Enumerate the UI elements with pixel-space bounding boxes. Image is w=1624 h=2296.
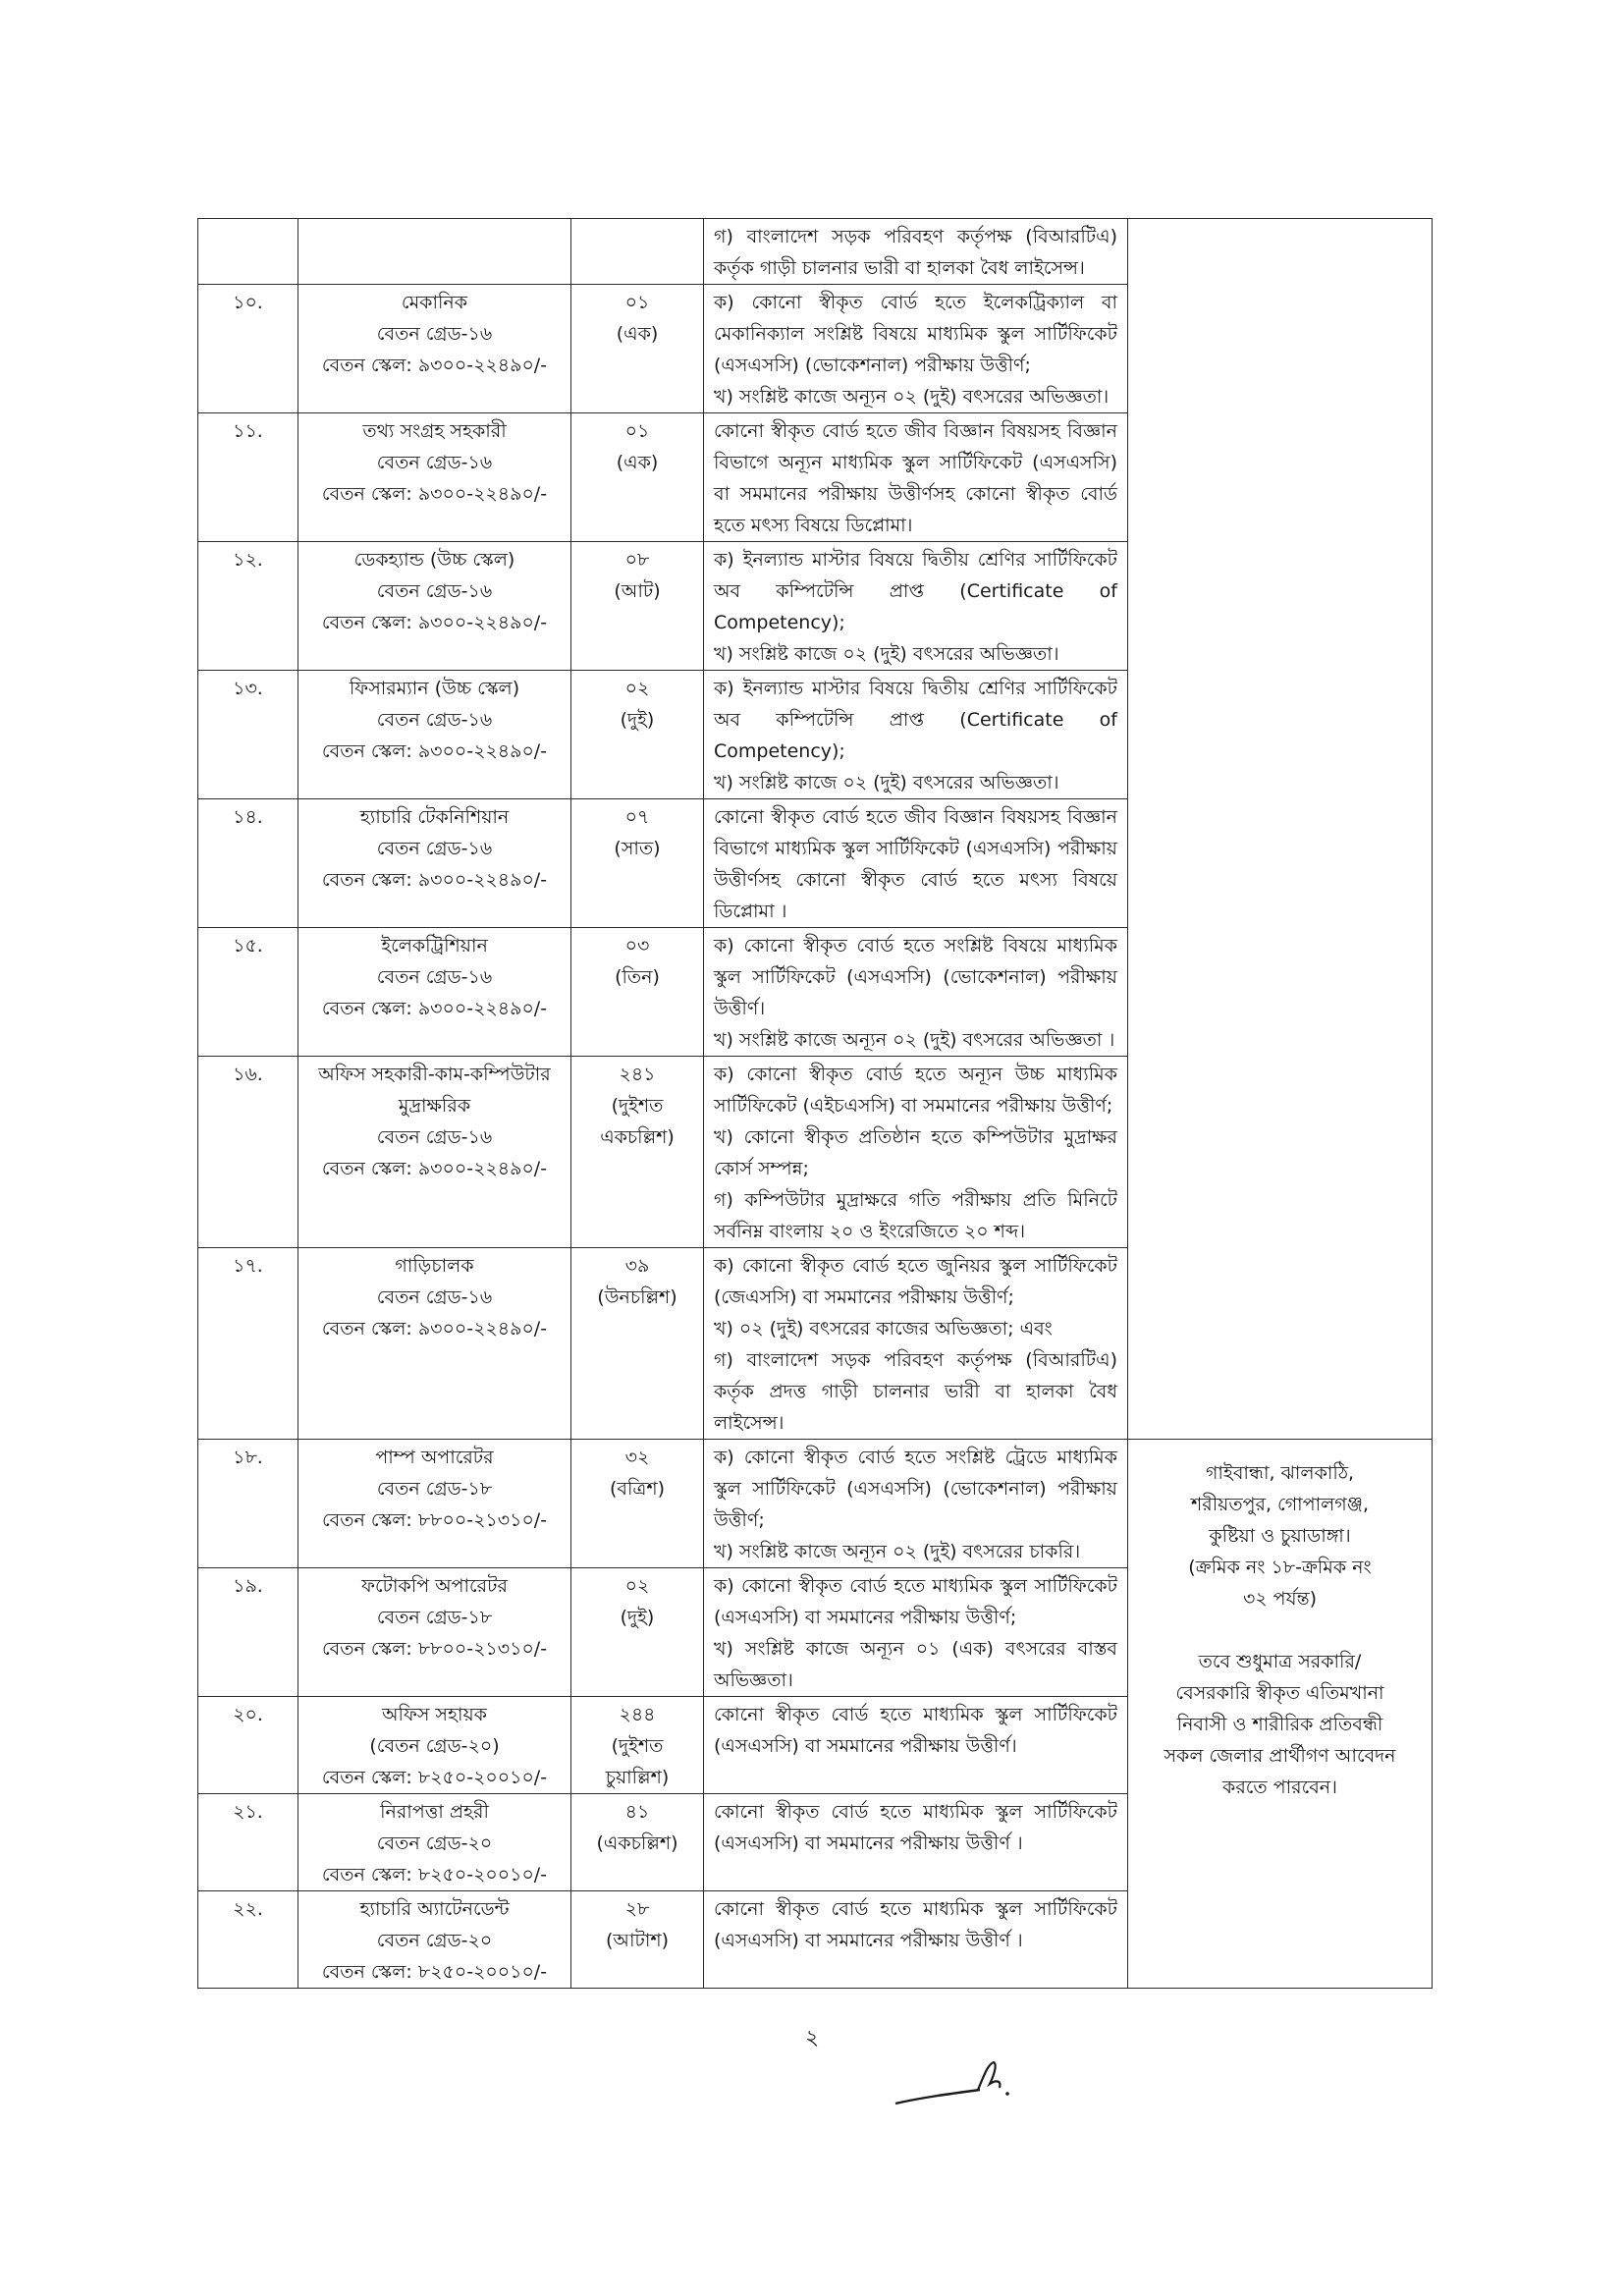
qualification-item: ক) কোনো স্বীকৃত বোর্ড হতে সংশ্লিষ্ট ট্রেডে মাধ্যমিক স্কুল সার্টিফিকেট (এসএসসি) (ভোকেশনাল) পরীক্ষায় উত্তীর্ণ; <box>714 1447 1117 1531</box>
qualification-cell <box>704 1794 1128 1891</box>
pay-info: বেতন স্কেল: ৮৮০০-২১৩১০/- <box>321 1509 548 1531</box>
pay-info: বেতন গ্রেড-২০ <box>376 1832 493 1854</box>
qualification-cell <box>704 1697 1128 1794</box>
post-count: ২৪৪ <box>619 1704 656 1725</box>
post-count-cell <box>571 1794 704 1891</box>
qualification-cell <box>704 219 1128 285</box>
qualification-item: কোনো স্বীকৃত বোর্ড হতে মাধ্যমিক স্কুল সার্টিফিকেট (এসএসসি) বা সমমানের পরীক্ষায় উত্তীর্ণ । <box>714 1898 1117 1951</box>
post-count-cell <box>571 928 704 1057</box>
post-count-words: (আটাশ) <box>605 1930 670 1951</box>
pay-info: (বেতন গ্রেড-২০) <box>369 1735 500 1757</box>
post-name-cell <box>298 1057 571 1248</box>
qualification-item: খ) সংশ্লিষ্ট কাজে অন্যূন ০২ (দুই) বৎসরের অভিজ্ঞতা। <box>714 386 1110 408</box>
serial-number-cell: ১৩. <box>198 671 298 799</box>
pay-info: বেতন গ্রেড-১৬ <box>376 838 493 859</box>
serial-number-cell: ১১. <box>198 413 298 542</box>
qualification-item: ক) ইনল্যান্ড মাস্টার বিষয়ে দ্বিতীয় শ্রেণির সার্টিফিকেট অব কম্পিটেন্সি প্রাপ্ত (Certificate of Competency); <box>714 678 1117 762</box>
post-name-cell <box>298 219 571 285</box>
pay-info: বেতন গ্রেড-১৬ <box>376 1286 493 1308</box>
district-exception-line: সকল জেলার প্রার্থীগণ আবেদন <box>1164 1745 1396 1767</box>
post-count-cell <box>571 1440 704 1568</box>
post-count: ৩৯ <box>624 1255 650 1277</box>
post-count-cell <box>571 1891 704 1989</box>
district-line: গাইবান্ধা, ঝালকাঠি, <box>1205 1462 1355 1484</box>
post-title: পাম্প অপারেটর <box>375 1447 494 1468</box>
post-count: ২৮ <box>624 1898 650 1920</box>
post-name-cell <box>298 285 571 413</box>
serial-number-cell: ২১. <box>198 1794 298 1891</box>
post-name-cell <box>298 1794 571 1891</box>
pay-info: বেতন গ্রেড-১৬ <box>376 709 493 731</box>
qualification-item: কোনো স্বীকৃত বোর্ড হতে মাধ্যমিক স্কুল সার্টিফিকেট (এসএসসি) বা সমমানের পরীক্ষায় উত্তীর্ণ । <box>714 1801 1117 1854</box>
pay-info: বেতন স্কেল: ৯৩০০-২২৪৯০/- <box>321 998 548 1019</box>
post-count: ২৪১ <box>619 1064 656 1085</box>
pay-info: বেতন গ্রেড-১৬ <box>376 1126 493 1148</box>
post-title: ডেকহ্যান্ড (উচ্চ স্কেল) <box>353 549 515 571</box>
post-count-cell <box>571 1568 704 1697</box>
serial-number-cell: ১০. <box>198 285 298 413</box>
qualification-item: ক) কোনো স্বীকৃত বোর্ড হতে জুনিয়র স্কুল সার্টিফিকেট (জেএসসি) বা সমমানের পরীক্ষায় উত্তীর্ণ; <box>714 1255 1117 1308</box>
pay-info: বেতন স্কেল: ৯৩০০-২২৪৯০/- <box>321 612 548 633</box>
qualification-item: ক) কোনো স্বীকৃত বোর্ড হতে মাধ্যমিক স্কুল সার্টিফিকেট (এসএসসি) বা সমমানের পরীক্ষায় উত্তীর্ণ; <box>714 1575 1117 1628</box>
post-count-cell <box>571 413 704 542</box>
post-count-words: (সাত) <box>614 838 661 859</box>
pay-info: বেতন গ্রেড-১৬ <box>376 580 493 602</box>
post-count-words: চুয়াল্লিশ) <box>605 1767 670 1788</box>
qualification-item: খ) সংশ্লিষ্ট কাজে ০২ (দুই) বৎসরের অভিজ্ঞতা। <box>714 643 1059 665</box>
job-table-body <box>198 219 1433 1989</box>
district-exception-line: বেসরকারি স্বীকৃত এতিমখানা <box>1175 1682 1384 1704</box>
post-count: ০৭ <box>624 806 650 828</box>
district-exception-line: নিবাসী ও শারীরিক প্রতিবন্ধী <box>1176 1714 1383 1735</box>
qualification-cell <box>704 928 1128 1057</box>
post-count: ০২ <box>624 678 650 699</box>
qualification-cell <box>704 285 1128 413</box>
pay-info: বেতন স্কেল: ৯৩০০-২২৪৯০/- <box>321 355 548 376</box>
qualification-cell <box>704 799 1128 928</box>
post-count-words: (দুইশত <box>611 1095 664 1117</box>
post-count: ০১ <box>624 420 650 442</box>
post-name-cell <box>298 1440 571 1568</box>
serial-number-cell: ১৫. <box>198 928 298 1057</box>
post-title: অফিস সহায়ক <box>382 1704 487 1725</box>
pay-info: বেতন গ্রেড-১৮ <box>376 1478 493 1500</box>
post-count-cell <box>571 1697 704 1794</box>
table-row <box>198 1440 1433 1568</box>
post-count: ০১ <box>624 292 650 313</box>
pay-info: বেতন গ্রেড-২০ <box>376 1930 493 1951</box>
post-count-words: (তিন) <box>615 966 660 988</box>
post-name-cell <box>298 1568 571 1697</box>
serial-number-cell: ১২. <box>198 542 298 671</box>
district-line: ৩২ পর্যন্ত) <box>1242 1588 1318 1610</box>
post-count-words: (বত্রিশ) <box>609 1478 666 1500</box>
qualification-item: ক) ইনল্যান্ড মাস্টার বিষয়ে দ্বিতীয় শ্রেণির সার্টিফিকেট অব কম্পিটেন্সি প্রাপ্ত (Certificate of Competency); <box>714 549 1117 633</box>
qualification-item: খ) সংশ্লিষ্ট কাজে অন্যূন ০২ (দুই) বৎসরের চাকরি। <box>714 1541 1081 1562</box>
pay-info: বেতন গ্রেড-১৬ <box>376 966 493 988</box>
serial-number-cell: ২২. <box>198 1891 298 1989</box>
post-count-cell <box>571 671 704 799</box>
qualification-cell <box>704 1057 1128 1248</box>
post-title: হ্যাচারি অ্যাটেনডেন্ট <box>359 1898 510 1920</box>
table-row <box>198 219 1433 285</box>
post-name-cell <box>298 1697 571 1794</box>
qualification-cell <box>704 542 1128 671</box>
qualification-cell <box>704 1568 1128 1697</box>
post-title: তথ্য সংগ্রহ সহকারী <box>362 420 507 442</box>
qualification-item: ক) কোনো স্বীকৃত বোর্ড হতে সংশ্লিষ্ট বিষয়ে মাধ্যমিক স্কুল সার্টিফিকেট (এসএসসি) (ভোকেশনাল) পরীক্ষায় উত্তীর্ণ। <box>714 935 1117 1019</box>
qualification-item: খ) সংশ্লিষ্ট কাজে অন্যূন ০১ (এক) বৎসরের বাস্তব অভিজ্ঞতা। <box>714 1638 1117 1691</box>
post-count: ৪১ <box>624 1801 650 1823</box>
post-name-cell <box>298 1248 571 1440</box>
signature-mark <box>892 2054 1039 2113</box>
post-count-cell <box>571 285 704 413</box>
post-title: মেকানিক <box>401 292 468 313</box>
qualification-cell <box>704 671 1128 799</box>
qualification-item: খ) সংশ্লিষ্ট কাজে ০২ (দুই) বৎসরের অভিজ্ঞতা। <box>714 772 1059 793</box>
post-count-cell <box>571 542 704 671</box>
pay-info: বেতন স্কেল: ৮২৫০-২০০১০/- <box>321 1864 548 1886</box>
post-count-words: (উনচল্লিশ) <box>597 1286 677 1308</box>
post-name-cell <box>298 671 571 799</box>
serial-number-cell: ১৬. <box>198 1057 298 1248</box>
pay-info: বেতন গ্রেড-১৬ <box>376 323 493 345</box>
post-count: ৩২ <box>624 1447 650 1468</box>
post-name-cell <box>298 542 571 671</box>
post-count-words: (দুইশত <box>611 1735 664 1757</box>
page-number: ২ <box>804 2026 820 2050</box>
serial-number-cell: ২০. <box>198 1697 298 1794</box>
serial-number-cell: ১৯. <box>198 1568 298 1697</box>
qualification-item: খ) কোনো স্বীকৃত প্রতিষ্ঠান হতে কম্পিউটার মুদ্রাক্ষর কোর্স সম্পন্ন; <box>714 1126 1117 1179</box>
pay-info: বেতন গ্রেড-১৮ <box>376 1607 493 1628</box>
post-title: ফিসারম্যান (উচ্চ স্কেল) <box>349 678 520 699</box>
post-count-words: (আট) <box>614 580 661 602</box>
post-title: নিরাপত্তা প্রহরী <box>380 1801 489 1823</box>
post-count-cell <box>571 799 704 928</box>
post-count-cell <box>571 219 704 285</box>
qualification-cell <box>704 1440 1128 1568</box>
serial-number-cell <box>198 219 298 285</box>
post-name-cell <box>298 1891 571 1989</box>
pay-info: বেতন গ্রেড-১৬ <box>376 452 493 473</box>
district-line: কুষ্টিয়া ও চুয়াডাঙ্গা। <box>1209 1525 1351 1547</box>
job-table <box>197 218 1433 1989</box>
pay-info: বেতন স্কেল: ৯৩০০-২২৪৯০/- <box>321 1318 548 1339</box>
pay-info: বেতন স্কেল: ৮২৫০-২০০১০/- <box>321 1767 548 1788</box>
post-count-words: (একচল্লিশ) <box>596 1832 678 1854</box>
qualification-item: খ) ০২ (দুই) বৎসরের কাজের অভিজ্ঞতা; এবং <box>714 1318 1053 1339</box>
post-count-cell <box>571 1248 704 1440</box>
district-line: (ক্রমিক নং ১৮-ক্রমিক নং <box>1188 1557 1372 1578</box>
district-cell-empty <box>1128 219 1433 1440</box>
district-exception-line: করতে পারবেন। <box>1222 1777 1337 1798</box>
post-title: ইলেকট্রিশিয়ান <box>381 935 488 957</box>
district-exception-line: তবে শুধুমাত্র সরকারি/ <box>1198 1651 1362 1672</box>
post-count-words: (এক) <box>616 452 659 473</box>
serial-number-cell: ১৪. <box>198 799 298 928</box>
post-count-cell <box>571 1057 704 1248</box>
post-count-words: একচল্লিশ) <box>600 1126 675 1148</box>
qualification-item: খ) সংশ্লিষ্ট কাজে অন্যূন ০২ (দুই) বৎসরের অভিজ্ঞতা । <box>714 1029 1115 1051</box>
serial-number-cell: ১৮. <box>198 1440 298 1568</box>
qualification-cell <box>704 413 1128 542</box>
qualification-cell <box>704 1248 1128 1440</box>
post-count: ০২ <box>624 1575 650 1597</box>
serial-number-cell: ১৭. <box>198 1248 298 1440</box>
qualification-item: গ) বাংলাদেশ সড়ক পরিবহণ কর্তৃপক্ষ (বিআরটিএ) কর্তৃক প্রদত্ত গাড়ী চালনার ভারী বা হালকা বৈধ লাইসেন্স। <box>714 1349 1117 1434</box>
post-title: অফিস সহকারী-কাম-কম্পিউটার মুদ্রাক্ষরিক <box>318 1064 551 1117</box>
spacer <box>1138 1614 1422 1646</box>
district-line: শরীয়তপুর, গোপালগঞ্জ, <box>1191 1494 1369 1515</box>
post-title: ফটোকপি অপারেটর <box>361 1575 508 1597</box>
post-title: হ্যাচারি টেকনিশিয়ান <box>359 806 510 828</box>
post-count-words: (এক) <box>616 323 659 345</box>
post-count-words: (দুই) <box>620 709 655 731</box>
qualification-item: কোনো স্বীকৃত বোর্ড হতে জীব বিজ্ঞান বিষয়সহ বিজ্ঞান বিভাগে মাধ্যমিক স্কুল সার্টিফিকেট (এসএসসি) পরীক্ষায় উত্তীর্ণসহ কোনো স্বীকৃত বোর্ড হতে মৎস্য বিষয়ে ডিপ্লোমা । <box>714 806 1117 922</box>
post-count-words: (দুই) <box>620 1607 655 1628</box>
qualification-item: কোনো স্বীকৃত বোর্ড হতে মাধ্যমিক স্কুল সার্টিফিকেট (এসএসসি) বা সমমানের পরীক্ষায় উত্তীর্ণ। <box>714 1704 1117 1757</box>
qualification-cell <box>704 1891 1128 1989</box>
pay-info: বেতন স্কেল: ৯৩০০-২২৪৯০/- <box>321 1158 548 1179</box>
post-name-cell <box>298 928 571 1057</box>
pay-info: বেতন স্কেল: ৯৩০০-২২৪৯০/- <box>321 740 548 762</box>
qualification-item: ক) কোনো স্বীকৃত বোর্ড হতে ইলেকট্রিক্যাল বা মেকানিক্যাল সংশ্লিষ্ট বিষয়ে মাধ্যমিক স্কুল সার্টিফিকেট (এসএসসি) (ভোকেশনাল) পরীক্ষায় উত্তীর্ণ; <box>714 292 1117 376</box>
pay-info: বেতন স্কেল: ৮২৫০-২০০১০/- <box>321 1961 548 1983</box>
qualification-item: ক) কোনো স্বীকৃত বোর্ড হতে অন্যূন উচ্চ মাধ্যমিক সার্টিফিকেট (এইচএসসি) বা সমমানের পরীক্ষায় উত্তীর্ণ; <box>714 1064 1117 1117</box>
post-name-cell <box>298 799 571 928</box>
qualification-item: কোনো স্বীকৃত বোর্ড হতে জীব বিজ্ঞান বিষয়সহ বিজ্ঞান বিভাগে অন্যূন মাধ্যমিক স্কুল সার্টিফিকেট (এসএসসি) বা সমমানের পরীক্ষায় উত্তীর্ণসহ কোনো স্বীকৃত বোর্ড হতে মৎস্য বিষয়ে ডিপ্লোমা। <box>714 420 1117 536</box>
pay-info: বেতন স্কেল: ৮৮০০-২১৩১০/- <box>321 1638 548 1660</box>
post-count: ০৩ <box>624 935 650 957</box>
qualification-item: গ) কম্পিউটার মুদ্রাক্ষরে গতি পরীক্ষায় প্রতি মিনিটে সর্বনিম্ন বাংলায় ২০ ও ইংরেজিতে ২০ শব্দ। <box>714 1189 1117 1242</box>
pay-info: বেতন স্কেল: ৯৩০০-২২৪৯০/- <box>321 869 548 891</box>
district-eligibility-cell <box>1128 1440 1433 1989</box>
pay-info: বেতন স্কেল: ৯৩০০-২২৪৯০/- <box>321 483 548 505</box>
post-name-cell <box>298 413 571 542</box>
post-count: ০৮ <box>624 549 650 571</box>
qualification-item: গ) বাংলাদেশ সড়ক পরিবহণ কর্তৃপক্ষ (বিআরটিএ) কর্তৃক গাড়ী চালনার ভারী বা হালকা বৈধ লাইসেন্স। <box>714 226 1117 279</box>
post-title: গাড়িচালক <box>395 1255 474 1277</box>
